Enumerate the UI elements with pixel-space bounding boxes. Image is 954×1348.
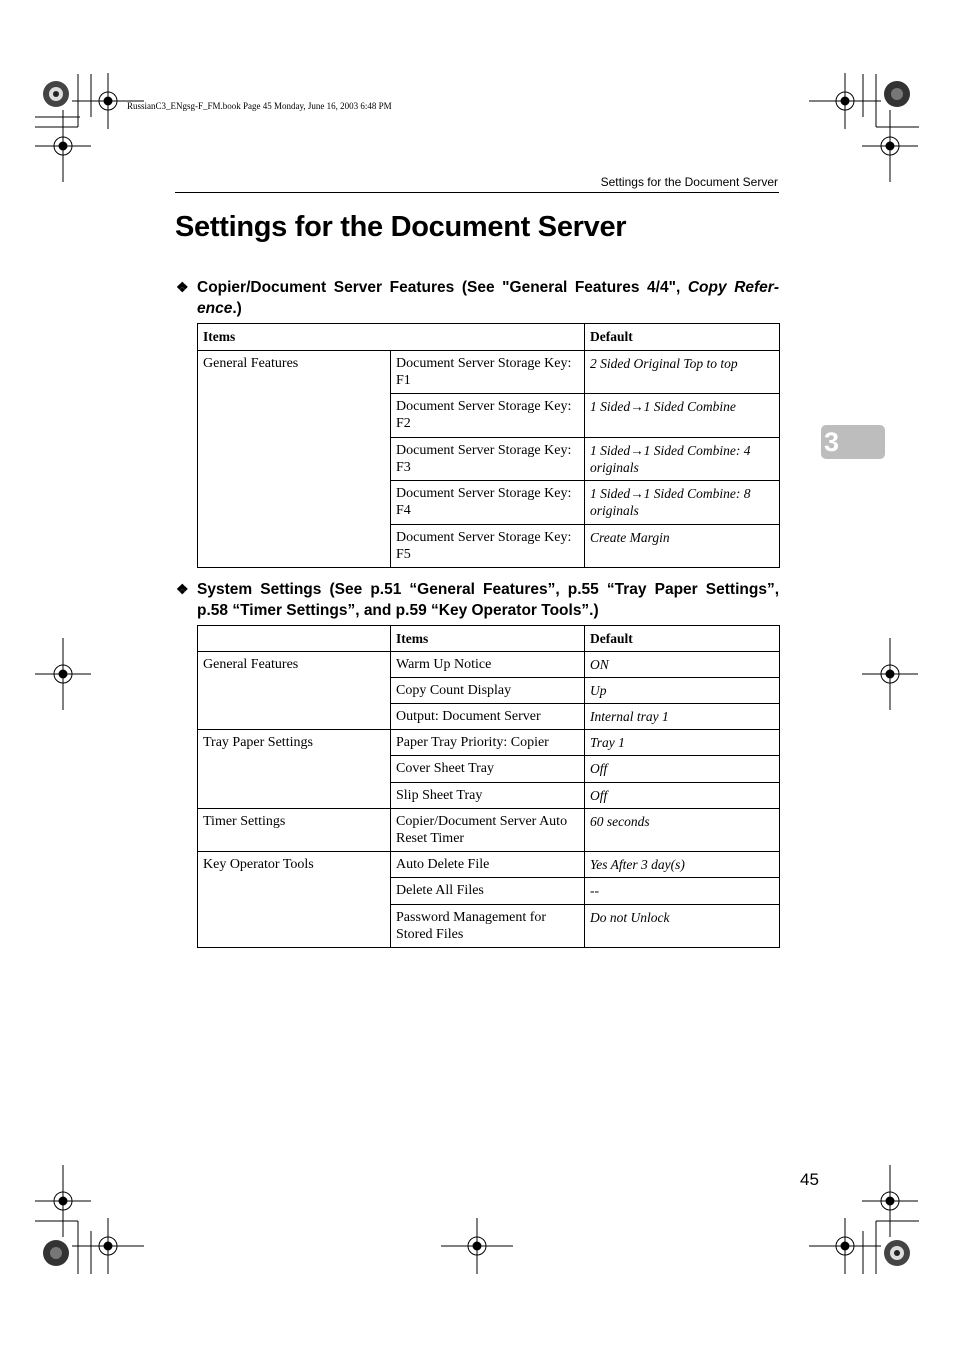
section2-heading-text: System Settings (See p.51 “General Features”, p.55 “Tray Paper Settings”, p.58 “Timer Settings”, and p.59 “Key Operator Tools”.)	[197, 581, 779, 619]
default-cell: Off	[585, 783, 780, 809]
group-cell: General Features	[198, 652, 391, 730]
group-cell: Key Operator Tools	[198, 852, 391, 948]
item-cell: Auto Delete File	[391, 852, 585, 878]
default-cell: Yes After 3 day(s)	[585, 852, 780, 878]
default-cell: Create Margin	[585, 525, 780, 568]
default-cell: Up	[585, 678, 780, 704]
default-cell: 1 Sided→1 Sided Combine	[585, 394, 780, 438]
table-row	[198, 852, 780, 878]
item-cell: Warm Up Notice	[391, 652, 585, 678]
chapter-tab-number: 3	[824, 427, 840, 457]
item-cell: Document Server Storage Key: F4	[391, 481, 585, 525]
diamond-bullet-icon: ❖	[176, 581, 189, 597]
item-cell: Document Server Storage Key: F2	[391, 394, 585, 438]
item-cell: Document Server Storage Key: F1	[391, 351, 585, 394]
item-cell: Password Management for Stored Files	[391, 905, 585, 948]
item-cell: Document Server Storage Key: F5	[391, 525, 585, 568]
default-cell: Off	[585, 756, 780, 783]
group-cell: Timer Settings	[198, 809, 391, 852]
item-cell: Delete All Files	[391, 878, 585, 905]
default-cell: 2 Sided Original Top to top	[585, 351, 780, 394]
print-slug: RussianC3_ENgsg-F_FM.book Page 45 Monday, June 16, 2003 6:48 PM	[127, 101, 392, 111]
section1-heading-text: Copier/Document Server Features (See "General Features 4/4",	[197, 279, 688, 296]
item-cell: Cover Sheet Tray	[391, 756, 585, 783]
default-cell: Internal tray 1	[585, 704, 780, 730]
col-blank-header	[198, 626, 391, 652]
page-title: Settings for the Document Server	[175, 211, 627, 243]
item-cell: Copy Count Display	[391, 678, 585, 704]
group-cell: Tray Paper Settings	[198, 730, 391, 809]
section2-heading	[176, 579, 779, 621]
table-header-row	[198, 626, 780, 652]
default-cell: 1 Sided→1 Sided Combine: 8 originals	[585, 481, 780, 525]
section1-heading-ref: Copy Refer-ence	[197, 279, 779, 317]
col-default-header: Default	[585, 324, 780, 351]
col-items-header: Items	[391, 626, 585, 652]
default-cell: 1 Sided→1 Sided Combine: 4 originals	[585, 438, 780, 481]
item-cell: Copier/Document Server Auto Reset Timer	[391, 809, 585, 852]
default-cell: ON	[585, 652, 780, 678]
section1-heading-end: .)	[232, 300, 242, 317]
diamond-bullet-icon: ❖	[176, 279, 189, 295]
chapter-tab	[821, 425, 885, 459]
col-items-header: Items	[198, 324, 585, 351]
default-cell: 60 seconds	[585, 809, 780, 852]
item-cell: Paper Tray Priority: Copier	[391, 730, 585, 756]
default-cell: --	[585, 878, 780, 905]
section1-heading	[176, 277, 779, 319]
table-header-row	[198, 324, 780, 351]
system-settings-table	[197, 625, 780, 948]
default-cell: Do not Unlock	[585, 905, 780, 948]
table-row	[198, 351, 780, 394]
item-cell: Slip Sheet Tray	[391, 783, 585, 809]
table-row	[198, 730, 780, 756]
item-cell: Document Server Storage Key: F3	[391, 438, 585, 481]
page-number: 45	[800, 1170, 819, 1189]
item-cell: Output: Document Server	[391, 704, 585, 730]
default-cell: Tray 1	[585, 730, 780, 756]
table-row	[198, 809, 780, 852]
group-cell: General Features	[198, 351, 391, 568]
copier-features-table	[197, 323, 780, 568]
header-rule	[175, 192, 779, 193]
col-default-header: Default	[585, 626, 780, 652]
running-head: Settings for the Document Server	[600, 175, 778, 189]
table-row	[198, 652, 780, 678]
